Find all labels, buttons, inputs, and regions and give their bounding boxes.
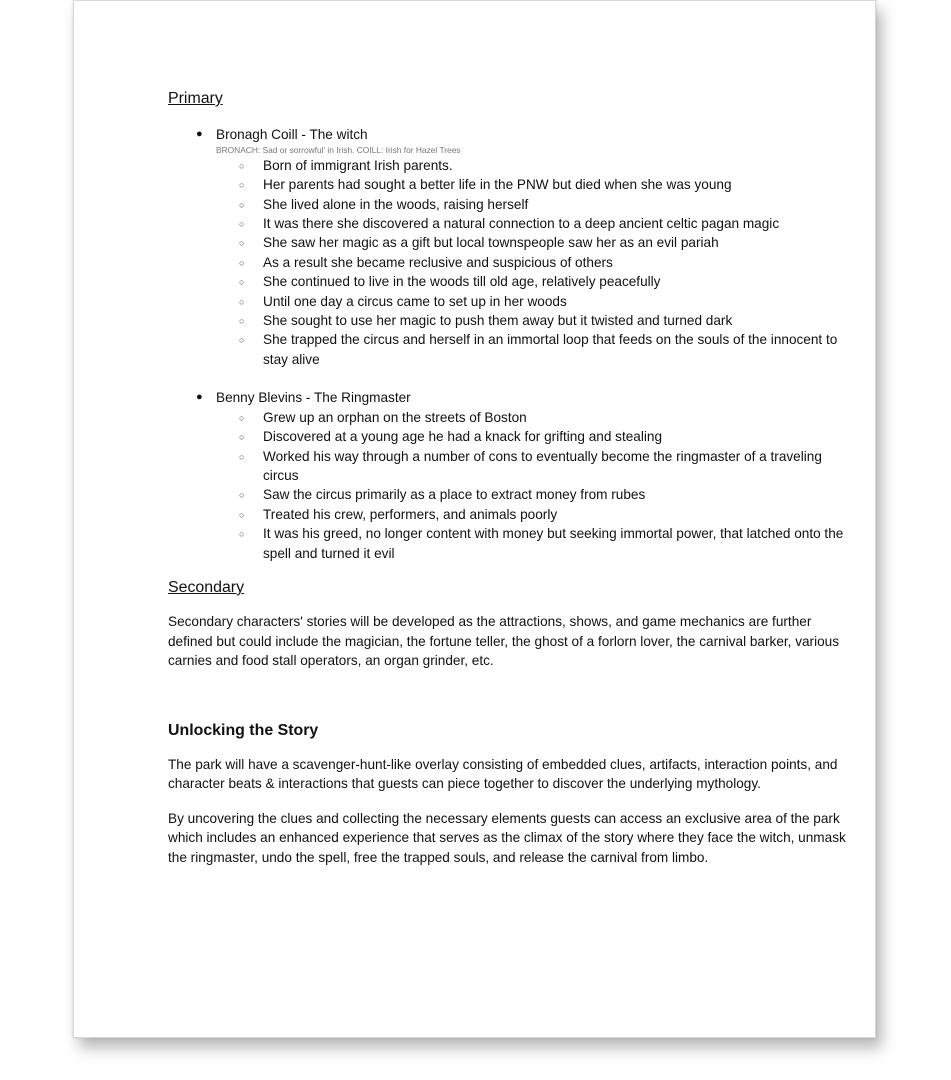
bullet-icon: ● bbox=[196, 391, 203, 404]
circle-bullet-icon: ○ bbox=[239, 277, 245, 288]
list-item: ○ Saw the circus primarily as a place to extract money from rubes bbox=[168, 485, 848, 504]
character-points bbox=[216, 156, 848, 369]
list-item: ○ She continued to live in the woods till old age, relatively peacefully bbox=[168, 272, 848, 291]
circle-bullet-icon: ○ bbox=[239, 257, 245, 268]
character-points bbox=[216, 408, 848, 563]
primary-heading: Primary bbox=[168, 90, 223, 107]
circle-bullet-icon: ○ bbox=[239, 160, 245, 171]
list-item: ○ Grew up an orphan on the streets of Boston bbox=[168, 408, 848, 427]
list-item: ○ Her parents had sought a better life in the PNW but died when she was young bbox=[168, 175, 848, 194]
circle-bullet-icon: ○ bbox=[239, 199, 245, 210]
list-item: ○ She saw her magic as a gift but local townspeople saw her as an evil pariah bbox=[168, 233, 848, 252]
list-item: ○ Until one day a circus came to set up in her woods bbox=[168, 292, 848, 311]
character-benny bbox=[168, 388, 848, 563]
circle-bullet-icon: ○ bbox=[239, 180, 245, 191]
name-etymology-note: BRONACH: Sad or sorrowful' in Irish. COILL: Irish for Hazel Trees bbox=[216, 144, 461, 155]
document-content bbox=[168, 89, 848, 867]
list-item: ○ It was there she discovered a natural connection to a deep ancient celtic pagan magic bbox=[168, 214, 848, 233]
bullet-icon: ● bbox=[196, 128, 203, 141]
circle-bullet-icon: ○ bbox=[239, 412, 245, 423]
list-item: ○ As a result she became reclusive and suspicious of others bbox=[168, 253, 848, 272]
unlocking-heading: Unlocking the Story bbox=[168, 721, 319, 739]
circle-bullet-icon: ○ bbox=[239, 451, 245, 462]
unlocking-paragraph-2: By uncovering the clues and collecting the necessary elements guests can access an exclusive area of the park which includes an enhanced experience that serves as the climax of the story where they face the witch, unmask the ringmaster, undo the spell, free the trapped souls, and release the carnival from limbo. bbox=[168, 810, 846, 865]
character-name: Bronagh Coill - The witch bbox=[216, 127, 368, 143]
circle-bullet-icon: ○ bbox=[239, 296, 245, 307]
list-item: ○ She trapped the circus and herself in an immortal loop that feeds on the souls of the innocent to stay alive bbox=[239, 332, 838, 367]
secondary-paragraph: Secondary characters' stories will be developed as the attractions, shows, and game mechanics are further defined but could include the magician, the fortune teller, the ghost of a forlorn lover, the carnival barker, various carnies and food stall operators, an organ grinder, etc. bbox=[168, 614, 840, 669]
list-item: ○ Treated his crew, performers, and animals poorly bbox=[168, 505, 848, 524]
list-item: ○ Born of immigrant Irish parents. bbox=[168, 156, 848, 175]
character-name: Benny Blevins - The Ringmaster bbox=[216, 390, 411, 406]
circle-bullet-icon: ○ bbox=[239, 335, 245, 346]
document-page bbox=[73, 0, 876, 1038]
circle-bullet-icon: ○ bbox=[239, 219, 245, 230]
circle-bullet-icon: ○ bbox=[239, 509, 245, 520]
list-item: ○ She sought to use her magic to push them away but it twisted and turned dark bbox=[168, 311, 848, 330]
circle-bullet-icon: ○ bbox=[239, 316, 245, 327]
circle-bullet-icon: ○ bbox=[239, 238, 245, 249]
circle-bullet-icon: ○ bbox=[239, 529, 245, 540]
unlocking-paragraph-1: The park will have a scavenger-hunt-like overlay consisting of embedded clues, artifacts, interaction points, and character beats & interactions that guests can piece together to discover the underlying mythology. bbox=[168, 756, 838, 792]
list-item: ○ It was his greed, no longer content with money but seeking immortal power, that latched onto the spell and turned it evil bbox=[239, 526, 844, 561]
list-item: ○ She lived alone in the woods, raising herself bbox=[168, 195, 848, 214]
primary-character-list bbox=[168, 125, 848, 563]
list-item: ○ Worked his way through a number of cons to eventually become the ringmaster of a traveling circus bbox=[239, 448, 822, 483]
list-item: ○ Discovered at a young age he had a knack for grifting and stealing bbox=[168, 427, 848, 446]
circle-bullet-icon: ○ bbox=[239, 432, 245, 443]
secondary-heading: Secondary bbox=[168, 578, 245, 596]
circle-bullet-icon: ○ bbox=[239, 490, 245, 501]
character-bronagh bbox=[168, 125, 848, 369]
